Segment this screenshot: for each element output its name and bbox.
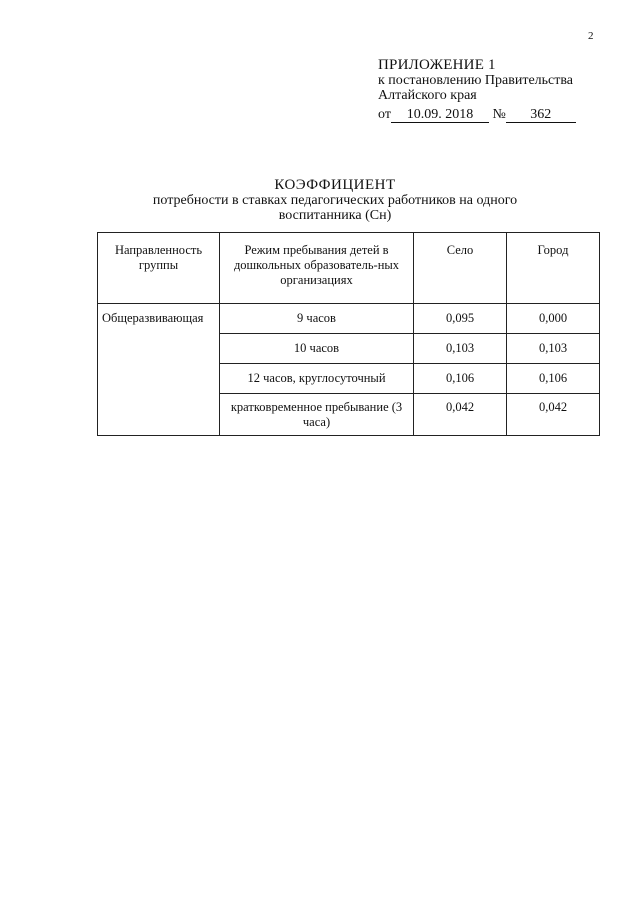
stay-mode-cell: 9 часов	[220, 304, 414, 334]
resolution-date: 10.09. 2018	[391, 108, 489, 123]
stay-mode-cell: 10 часов	[220, 334, 414, 364]
city-value-cell: 0,000	[507, 304, 600, 334]
village-value-cell: 0,095	[414, 304, 507, 334]
coefficient-table-wrap	[97, 232, 600, 436]
village-value-cell: 0,103	[414, 334, 507, 364]
header-stay-mode: Режим пребывания детей в дошкольных образователь-ных организациях	[220, 233, 414, 304]
date-prefix: от	[378, 107, 391, 122]
village-value-cell: 0,042	[414, 394, 507, 436]
stay-mode-cell: 12 часов, круглосуточный	[220, 364, 414, 394]
number-sign: №	[492, 107, 506, 122]
header-group-direction: Направленность группы	[98, 233, 220, 304]
city-value-cell: 0,103	[507, 334, 600, 364]
resolution-number: 362	[506, 108, 576, 123]
appendix-region-line: Алтайского края	[378, 88, 477, 103]
group-direction-cell: Общеразвивающая	[98, 304, 220, 436]
village-value-cell: 0,106	[414, 364, 507, 394]
appendix-block	[378, 58, 618, 123]
appendix-title: ПРИЛОЖЕНИЕ 1	[378, 57, 496, 73]
city-value-cell: 0,106	[507, 364, 600, 394]
appendix-resolution-line: к постановлению Правительства	[378, 73, 574, 88]
stay-mode-cell: кратковременное пребывание (3 часа)	[220, 394, 414, 436]
page-number: 2	[588, 30, 594, 42]
heading-subtitle-line2: воспитанника (Сн)	[278, 208, 392, 223]
city-value-cell: 0,042	[507, 394, 600, 436]
heading-block	[80, 178, 590, 223]
header-village: Село	[414, 233, 507, 304]
heading-title: КОЭФФИЦИЕНТ	[274, 177, 396, 193]
heading-subtitle-line1: потребности в ставках педагогических работников на одного	[152, 193, 518, 208]
coefficient-table	[97, 232, 600, 436]
appendix-date-line	[378, 107, 618, 123]
table-header-row	[98, 233, 600, 304]
table-row	[98, 304, 600, 334]
header-city: Город	[507, 233, 600, 304]
